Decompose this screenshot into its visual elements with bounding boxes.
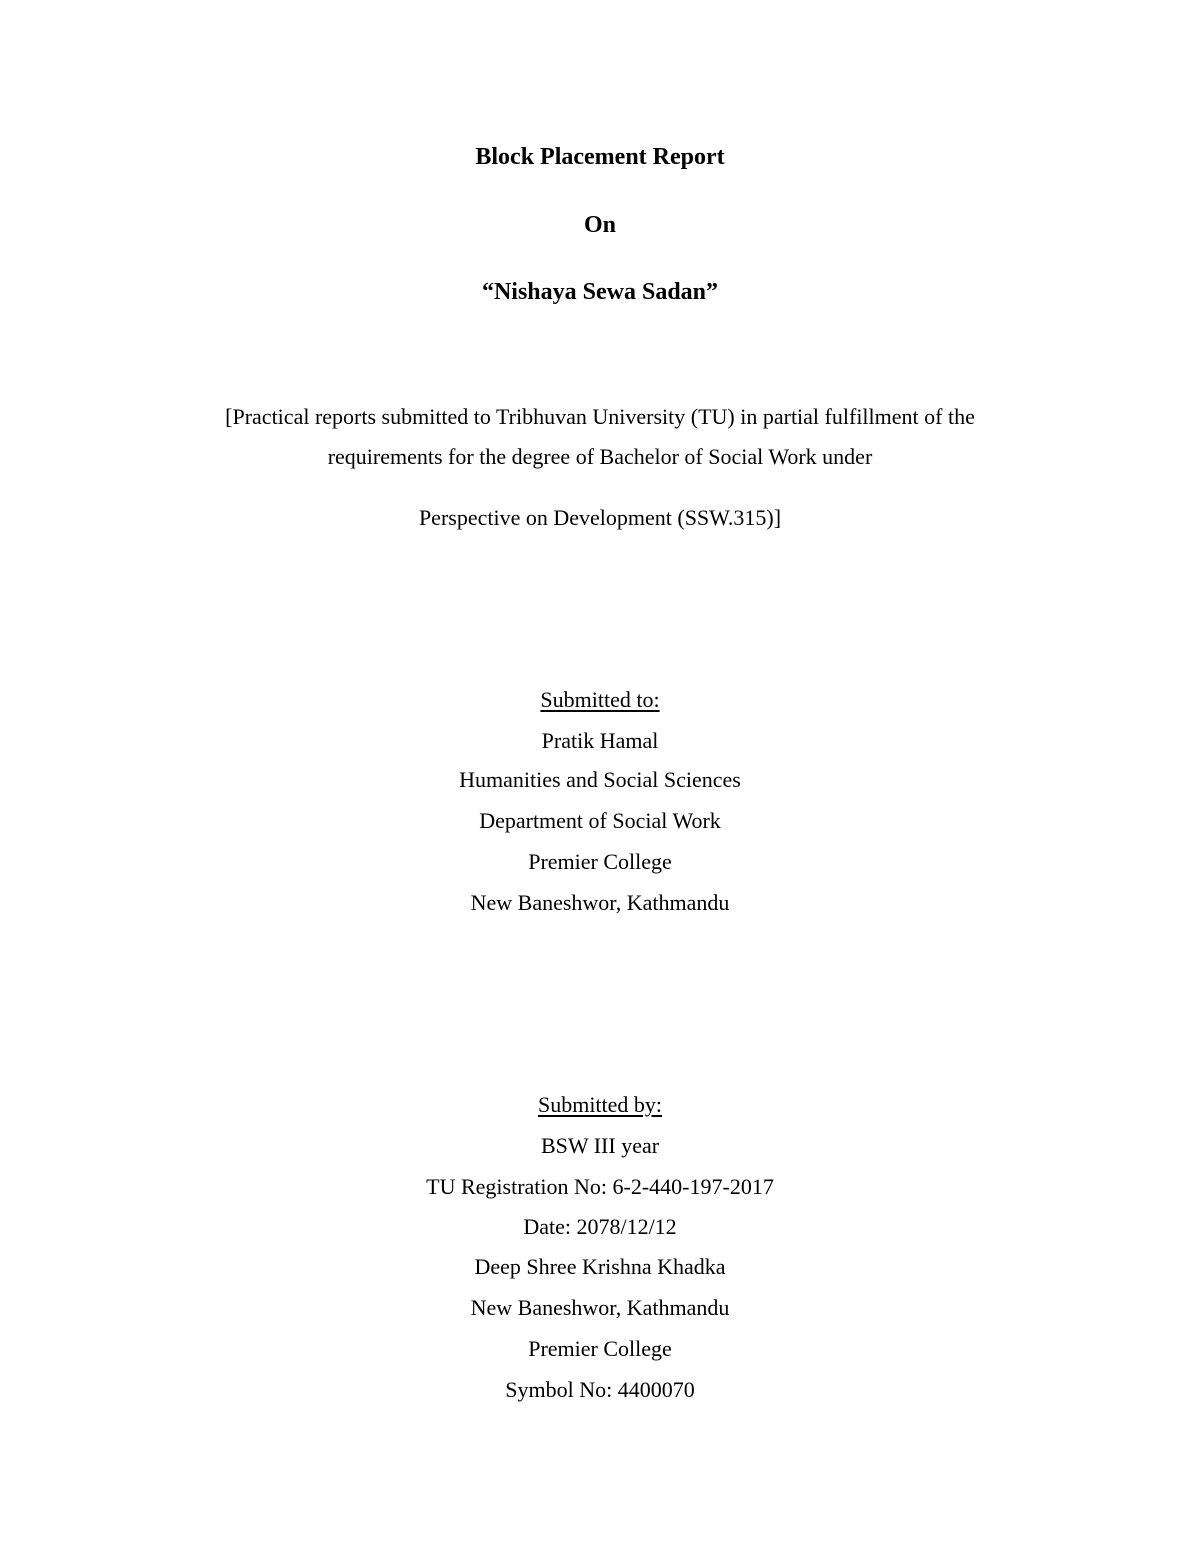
student-name: Deep Shree Krishna Khadka bbox=[474, 1254, 726, 1279]
course-line: Perspective on Development (SSW.315)] bbox=[418, 505, 782, 530]
student-college: Premier College bbox=[528, 1336, 672, 1361]
report-title: Block Placement Report bbox=[475, 144, 725, 170]
symbol-number: Symbol No: 4400070 bbox=[505, 1377, 695, 1402]
college-name: Premier College bbox=[528, 849, 672, 874]
student-address: New Baneshwor, Kathmandu bbox=[470, 1295, 730, 1320]
student-year: BSW III year bbox=[540, 1133, 660, 1158]
department-name: Department of Social Work bbox=[479, 808, 721, 833]
registration-number: TU Registration No: 6-2-440-197-2017 bbox=[426, 1174, 774, 1199]
report-title-on: On bbox=[583, 212, 616, 238]
submission-date: Date: 2078/12/12 bbox=[523, 1214, 677, 1239]
organization-name: “Nishaya Sewa Sadan” bbox=[481, 279, 719, 305]
college-address: New Baneshwor, Kathmandu bbox=[470, 890, 730, 915]
faculty-name: Humanities and Social Sciences bbox=[459, 767, 741, 792]
submitted-by-heading: Submitted by: bbox=[537, 1092, 663, 1117]
description-line-2: requirements for the degree of Bachelor of Social Work under bbox=[327, 444, 873, 469]
description-line-1: [Practical reports submitted to Tribhuvan University (TU) in partial fulfillment of the bbox=[225, 404, 975, 429]
submitted-to-heading: Submitted to: bbox=[540, 687, 660, 712]
supervisor-name: Pratik Hamal bbox=[541, 728, 659, 753]
